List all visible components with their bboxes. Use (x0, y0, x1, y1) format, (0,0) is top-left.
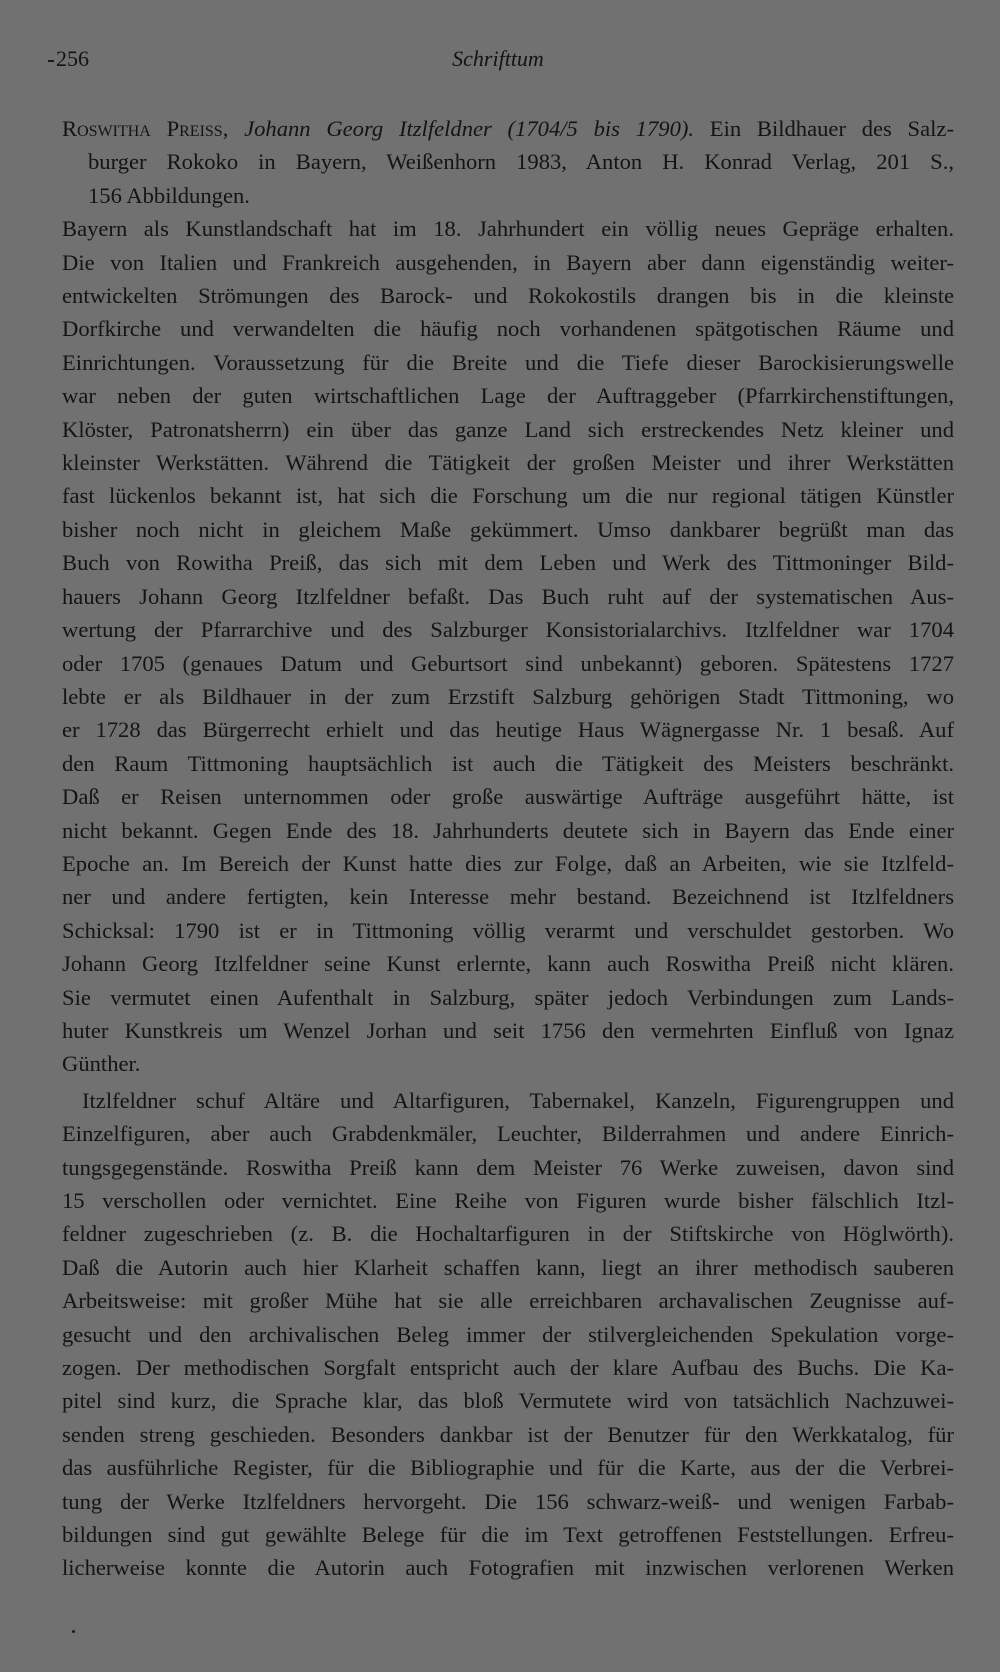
text-line: Arbeitsweise: mit großer Mühe hat sie alle erreichbaren archavalischen Zeugnisse auf- (62, 1288, 954, 1314)
scan-speck (48, 60, 54, 62)
text-line: das ausführliche Register, für die Bibliographie und für die Karte, aus der die Verbrei- (62, 1455, 954, 1481)
paragraph (62, 1084, 954, 1585)
citation-subtitle: Ein Bildhauer des Salz- (709, 116, 954, 141)
text-line: Sie vermutet einen Aufenthalt in Salzburg, später jedoch Verbindungen zum Lands- (62, 984, 954, 1010)
text-line: licherweise konnte die Autorin auch Fotografien mit inzwischen verlorenen Werken (62, 1555, 954, 1581)
running-title: Schrifttum (452, 46, 544, 71)
text-line: Klöster, Patronatsherrn) ein über das ganze Land sich erstreckendes Netz kleiner und (62, 416, 954, 442)
citation-line-2: burger Rokoko in Bayern, Weißenhorn 1983, Anton H. Konrad Verlag, 201 S., (88, 149, 954, 175)
text-line: ner und andere fertigten, kein Interesse mehr bestand. Bezeichnend ist Itzlfeldners (62, 884, 954, 910)
text-line: Schicksal: 1790 ist er in Tittmoning völlig verarmt und verschuldet gestorben. Wo (62, 917, 954, 943)
text-line: kleinster Werkstätten. Während die Tätigkeit der großen Meister und ihrer Werkstätten (62, 450, 954, 476)
text-line: den Raum Tittmoning hauptsächlich ist auch die Tätigkeit des Meisters beschränkt. (62, 750, 954, 776)
text-line: hauers Johann Georg Itzlfeldner befaßt. Das Buch ruht auf der systematischen Aus- (62, 583, 954, 609)
text-line: Epoche an. Im Bereich der Kunst hatte dies zur Folge, daß an Arbeiten, wie sie Itzlfeld- (62, 850, 954, 876)
citation-line-3: 156 Abbildungen. (88, 182, 250, 208)
text-line: bisher noch nicht in gleichem Maße gekümmert. Umso dankbarer begrüßt man das (62, 516, 954, 542)
text-line: tung der Werke Itzlfeldners hervorgeht. Die 156 schwarz-weiß- und wenigen Farbab- (62, 1488, 954, 1514)
text-line: zogen. Der methodischen Sorgfalt entspricht auch der klare Aufbau des Buchs. Die Ka- (62, 1355, 954, 1381)
text-line: Günther. (62, 1051, 141, 1077)
scan-speck (72, 1630, 75, 1633)
paragraphs (62, 212, 954, 1585)
text-line: 15 verschollen oder vernichtet. Eine Reihe von Figuren wurde bisher fälschlich Itzl- (62, 1188, 954, 1213)
text-line: Daß die Autorin auch hier Klarheit schaffen kann, liegt an ihrer methodisch sauberen (62, 1254, 954, 1280)
text-line: oder 1705 (genaues Datum und Geburtsort sind unbekannt) geboren. Spätestens 1727 (62, 650, 954, 676)
text-line: nicht bekannt. Gegen Ende des 18. Jahrhunderts deutete sich in Bayern das Ende einer (62, 817, 954, 843)
text-line: Johann Georg Itzlfeldner seine Kunst erlernte, kann auch Roswitha Preiß nicht klären. (62, 951, 954, 977)
paragraph (62, 212, 954, 1081)
page-number: 256 (56, 46, 89, 71)
text-line: Die von Italien und Frankreich ausgehenden, in Bayern aber dann eigenständig weiter- (62, 249, 954, 275)
text-line: gesucht und den archivalischen Beleg immer der stilvergleichenden Spekulation vorge- (62, 1321, 954, 1347)
text-line: entwickelten Strömungen des Barock- und Rokokostils drangen bis in die kleinste (62, 283, 954, 309)
text-line: war neben der guten wirtschaftlichen Lage der Auftraggeber (Pfarrkirchenstiftungen, (62, 383, 954, 409)
text-line: senden streng geschieden. Besonders dankbar ist der Benutzer für den Werkkatalog, für (62, 1421, 954, 1447)
citation-author: Roswitha Preiss, (62, 116, 229, 141)
text-line: Einrichtungen. Voraussetzung für die Breite und die Tiefe dieser Barockisierungswelle (62, 349, 954, 375)
text-line: lebte er als Bildhauer in der zum Erzstift Salzburg gehörigen Stadt Tittmoning, wo (62, 683, 954, 709)
text-line: fast lückenlos bekannt ist, hat sich die Forschung um die nur regional tätigen Künstler (62, 483, 954, 509)
text-line: Dorfkirche und verwandelten die häufig noch vorhandenen spätgotischen Räume und (62, 316, 954, 342)
text-line: huter Kunstkreis um Wenzel Jorhan und seit 1756 den vermehrten Einfluß von Ignaz (62, 1017, 954, 1043)
text-line: pitel sind kurz, die Sprache klar, das bloß Vermutete wird von tatsächlich Nachzuwei- (62, 1388, 954, 1414)
text-line: feldner zugeschrieben (z. B. die Hochaltarfiguren in der Stiftskirche von Höglwörth). (62, 1221, 954, 1247)
text-line: Itzlfeldner schuf Altäre und Altarfiguren, Tabernakel, Kanzeln, Figurengruppen und (82, 1087, 954, 1113)
citation-line-1 (62, 112, 954, 145)
text-line: er 1728 das Bürgerrecht erhielt und das heutige Haus Wägnergasse Nr. 1 besaß. Auf (62, 717, 954, 743)
citation-title: Johann Georg Itzlfeldner (1704/5 bis 1790). (244, 116, 695, 141)
text-line: wertung der Pfarrarchive und des Salzburger Konsistorialarchivs. Itzlfeldner war 1704 (62, 617, 954, 643)
text-line: Bayern als Kunstlandschaft hat im 18. Jahrhundert ein völlig neues Gepräge erhalten. (62, 216, 954, 242)
text-line: Buch von Rowitha Preiß, das sich mit dem Leben und Werk des Tittmoninger Bild- (62, 550, 954, 576)
text-line: tungsgegenstände. Roswitha Preiß kann dem Meister 76 Werke zuweisen, davon sind (62, 1154, 954, 1180)
text-line: Einzelfiguren, aber auch Grabdenkmäler, Leuchter, Bilderrahmen und andere Einrich- (62, 1121, 954, 1147)
text-line: Daß er Reisen unternommen oder große auswärtige Aufträge ausgeführt hätte, ist (62, 784, 954, 810)
review-body (62, 112, 954, 1585)
text-line: bildungen sind gut gewählte Belege für die im Text getroffenen Feststellungen. Erfreu- (62, 1522, 954, 1548)
page-header (56, 46, 940, 80)
